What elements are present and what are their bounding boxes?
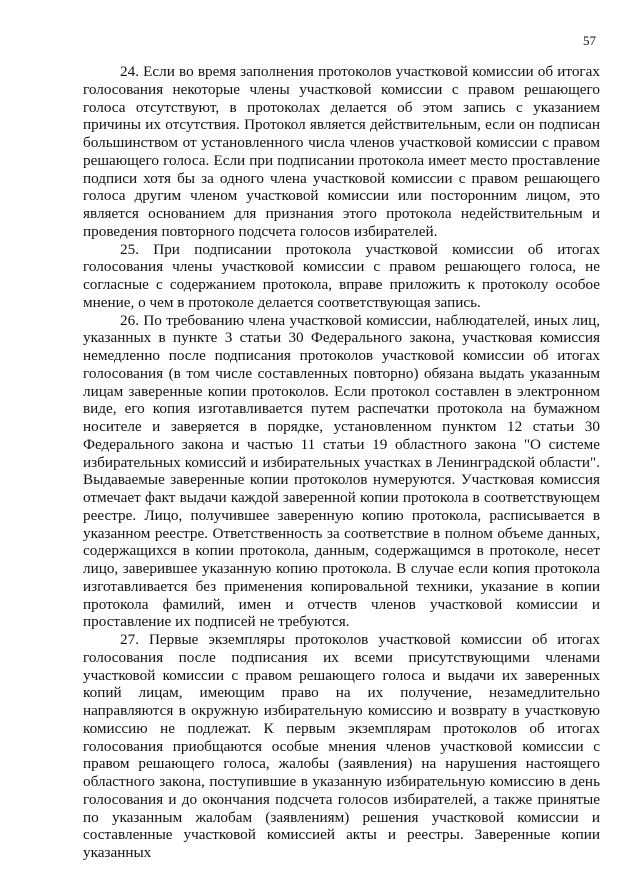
paragraph-26 xyxy=(83,312,600,632)
paragraph-text: Первые экземпляры протоколов участковой комиссии об итогах голосования после подписания их всеми присутствующими членами участковой комиссии с правом решающего голоса и выдачи их заверенных копий лицам, имеющим право на их получение, незамедлительно направляются в окружную избирательную комиссию и возврату в участковую комиссию не подлежат. К первым экземплярам протоколов об итогах голосования приобщаются особые мнения членов участковой комиссии с правом решающего голоса, жалобы (заявления) на нарушения настоящего областного закона, поступившие в указанную избирательную комиссию в день голосования и до окончания подсчета голосов избирателей, а также принятые по указанным жалобам (заявлениям) решения участковой комиссии и составленные участковой комиссией акты и реестры. Заверенные копии указанных xyxy=(83,631,601,861)
paragraph-text: Если во время заполнения протоколов участковой комиссии об итогах голосования некоторые члены участковой комиссии с правом решающего голоса отсутствуют, в протоколах делается об этом запись с указанием причины их отсутствия. Протокол является действительным, если он подписан большинством от установленного числа членов участковой комиссии с правом решающего голоса. Если при подписании протокола имеет место проставление подписи хотя бы за одного члена участковой комиссии с правом решающего голоса другим членом участковой комиссии или посторонним лицом, это является основанием для признания этого протокола недействительным и проведения повторного подсчета голосов избирателей. xyxy=(83,63,600,240)
page-number: 57 xyxy=(583,33,596,48)
paragraph-24 xyxy=(83,63,600,241)
paragraph-27 xyxy=(83,631,600,862)
paragraph-text: По требованию члена участковой комиссии, наблюдателей, иных лиц, указанных в пункте 3 статьи 30 Федерального закона, участковая комиссия немедленно после подписания протоколов участковой комиссии об итогах голосования (в том числе составленных повторно) обязана выдать указанным лицам заверенные копии протоколов. Если протокол составлен в электронном виде, его копия изготавливается путем распечатки протокола на бумажном носителе и заверяется в порядке, установленном пунктом 12 статьи 30 Федерального закона и частью 11 статьи 19 областного закона "О системе избирательных комиссий и избирательных участках в Ленинградской области". Выдаваемые заверенные копии протоколов нумеруются. Участковая комиссия отмечает факт выдачи каждой заверенной копии протокола в соответствующем реестре. Лицо, получившее заверенную копию протокола, расписывается в указанном реестре. Ответственность за соответствие в полном объеме данных, содержащихся в копии протокола, данным, содержащимся в протоколе, несет лицо, заверившее указанную копию протокола. В случае если копия протокола изготавливается без применения копировальной техники, указание в копии протокола фамилий, имен и отчеств членов участковой комиссии и проставление их подписей не требуются. xyxy=(83,311,600,631)
paragraph-25 xyxy=(83,241,600,312)
paragraph-text: При подписании протокола участковой комиссии об итогах голосования члены участковой комиссии с правом решающего голоса, не согласные с содержанием протокола, вправе приложить к протоколу особое мнение, о чем в протоколе делается соответствующая запись. xyxy=(83,240,601,311)
paragraph-number: 26. xyxy=(120,311,139,329)
document-body xyxy=(83,63,600,862)
paragraph-number: 25. xyxy=(120,240,139,258)
paragraph-number: 27. xyxy=(120,631,139,648)
paragraph-number: 24. xyxy=(120,63,139,80)
